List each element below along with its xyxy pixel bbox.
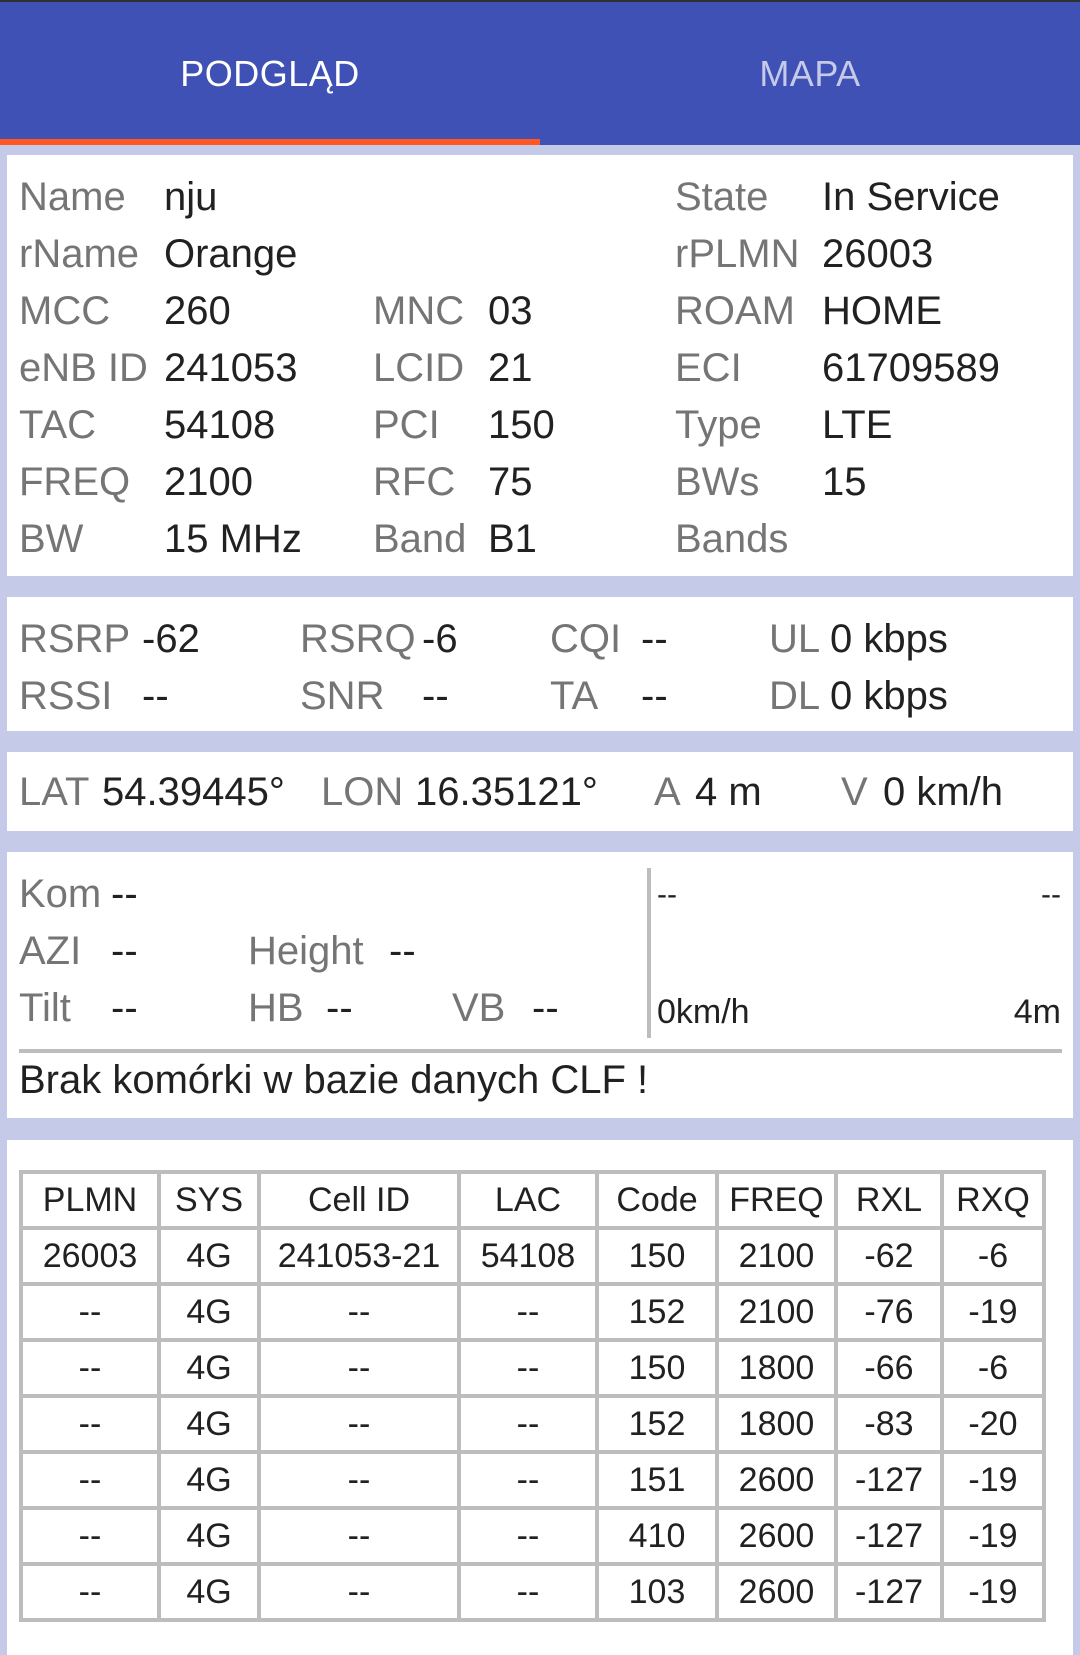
rfc-value: 75 bbox=[488, 460, 533, 504]
cell-sys: 4G bbox=[159, 1340, 259, 1396]
ul-value: 0 kbps bbox=[830, 617, 948, 661]
rplmn-value: 26003 bbox=[822, 232, 934, 276]
tab-bar bbox=[0, 0, 1080, 145]
header-code: Code bbox=[597, 1172, 717, 1228]
tac-value: 54108 bbox=[164, 403, 276, 447]
enb-label: eNB ID bbox=[19, 346, 148, 390]
table-row bbox=[21, 1508, 1044, 1564]
cell-rxl: -127 bbox=[836, 1452, 942, 1508]
cell-rxq: -19 bbox=[942, 1284, 1044, 1340]
cell-rxq: -6 bbox=[942, 1340, 1044, 1396]
location-card bbox=[7, 752, 1073, 831]
cell-lac: -- bbox=[459, 1284, 597, 1340]
cell-rxl: -62 bbox=[836, 1228, 942, 1284]
rsrq-label: RSRQ bbox=[300, 617, 416, 661]
cell-lac: -- bbox=[459, 1508, 597, 1564]
cell-plmn: -- bbox=[21, 1452, 159, 1508]
header-sys: SYS bbox=[159, 1172, 259, 1228]
mcc-label: MCC bbox=[19, 289, 111, 333]
cell-info-card bbox=[7, 155, 1073, 576]
lcid-value: 21 bbox=[488, 346, 533, 390]
cell-freq: 2100 bbox=[717, 1284, 836, 1340]
cell-rxq: -6 bbox=[942, 1228, 1044, 1284]
cell-code: 150 bbox=[597, 1228, 717, 1284]
rsrp-label: RSRP bbox=[19, 617, 131, 661]
hb-label: HB bbox=[248, 986, 304, 1030]
header-plmn: PLMN bbox=[21, 1172, 159, 1228]
neighbors-table bbox=[19, 1170, 1046, 1622]
bws-label: BWs bbox=[675, 460, 760, 504]
table-header-row bbox=[21, 1172, 1044, 1228]
cell-rxl: -66 bbox=[836, 1340, 942, 1396]
cell-plmn: 26003 bbox=[21, 1228, 159, 1284]
velocity-label: V bbox=[841, 770, 868, 814]
cell-plmn: -- bbox=[21, 1508, 159, 1564]
rplmn-label: rPLMN bbox=[675, 232, 800, 276]
cell-cell-id: -- bbox=[259, 1508, 459, 1564]
cell-cell-id: -- bbox=[259, 1284, 459, 1340]
cell-lac: -- bbox=[459, 1396, 597, 1452]
cell-sys: 4G bbox=[159, 1228, 259, 1284]
cell-freq: 1800 bbox=[717, 1396, 836, 1452]
velocity-value: 0 km/h bbox=[883, 770, 1004, 814]
bws-value: 15 bbox=[822, 460, 867, 504]
type-value: LTE bbox=[822, 403, 893, 447]
height-value: -- bbox=[389, 929, 416, 973]
freq-label: FREQ bbox=[19, 460, 131, 504]
cell-lac: -- bbox=[459, 1340, 597, 1396]
cell-rxl: -83 bbox=[836, 1396, 942, 1452]
cell-rxl: -76 bbox=[836, 1284, 942, 1340]
table-row bbox=[21, 1340, 1044, 1396]
cell-lac: -- bbox=[459, 1564, 597, 1620]
cell-rxl: -127 bbox=[836, 1508, 942, 1564]
mnc-value: 03 bbox=[488, 289, 533, 333]
bw-label: BW bbox=[19, 517, 84, 561]
cell-cell-id: -- bbox=[259, 1564, 459, 1620]
tilt-label: Tilt bbox=[19, 986, 71, 1030]
type-label: Type bbox=[675, 403, 762, 447]
state-value: In Service bbox=[822, 175, 1000, 219]
tilt-value: -- bbox=[111, 986, 138, 1030]
cell-rxq: -19 bbox=[942, 1564, 1044, 1620]
vb-value: -- bbox=[532, 986, 559, 1030]
azi-value: -- bbox=[111, 929, 138, 973]
eci-label: ECI bbox=[675, 346, 742, 390]
rsrq-value: -6 bbox=[422, 617, 458, 661]
cell-code: 410 bbox=[597, 1508, 717, 1564]
header-lac: LAC bbox=[459, 1172, 597, 1228]
freq-value: 2100 bbox=[164, 460, 253, 504]
pci-value: 150 bbox=[488, 403, 555, 447]
band-label: Band bbox=[373, 517, 467, 561]
pci-label: PCI bbox=[373, 403, 440, 447]
clf-message: Brak komórki w bazie danych CLF ! bbox=[19, 1058, 649, 1102]
cqi-label: CQI bbox=[550, 617, 622, 661]
cell-cell-id: 241053-21 bbox=[259, 1228, 459, 1284]
cell-plmn: -- bbox=[21, 1340, 159, 1396]
kom-label: Kom bbox=[19, 872, 102, 916]
height-label: Height bbox=[248, 929, 364, 973]
cell-lac: -- bbox=[459, 1452, 597, 1508]
kom-value: -- bbox=[111, 872, 138, 916]
header-freq: FREQ bbox=[717, 1172, 836, 1228]
cell-plmn: -- bbox=[21, 1564, 159, 1620]
cell-sys: 4G bbox=[159, 1564, 259, 1620]
cell-code: 152 bbox=[597, 1396, 717, 1452]
neighbors-card bbox=[7, 1140, 1073, 1655]
cell-plmn: -- bbox=[21, 1284, 159, 1340]
cell-rxq: -19 bbox=[942, 1452, 1044, 1508]
accuracy-label: A bbox=[654, 770, 681, 814]
mcc-value: 260 bbox=[164, 289, 231, 333]
cell-code: 103 bbox=[597, 1564, 717, 1620]
name-label: Name bbox=[19, 175, 126, 219]
lcid-label: LCID bbox=[373, 346, 465, 390]
tab-podglad[interactable]: PODGLĄD bbox=[180, 52, 360, 94]
cell-cell-id: -- bbox=[259, 1452, 459, 1508]
cell-sys: 4G bbox=[159, 1284, 259, 1340]
eci-value: 61709589 bbox=[822, 346, 1000, 390]
graph-accuracy-label: 4m bbox=[1013, 993, 1061, 1031]
accuracy-value: 4 m bbox=[695, 770, 762, 814]
vb-label: VB bbox=[452, 986, 506, 1030]
azi-label: AZI bbox=[19, 929, 82, 973]
header-rxl: RXL bbox=[836, 1172, 942, 1228]
cell-cell-id: -- bbox=[259, 1340, 459, 1396]
rfc-label: RFC bbox=[373, 460, 456, 504]
roam-label: ROAM bbox=[675, 289, 795, 333]
band-value: B1 bbox=[488, 517, 537, 561]
header-cell-id: Cell ID bbox=[259, 1172, 459, 1228]
header-rxq: RXQ bbox=[942, 1172, 1044, 1228]
graph-top-left-label: -- bbox=[657, 878, 677, 911]
cell-freq: 2600 bbox=[717, 1508, 836, 1564]
mnc-label: MNC bbox=[373, 289, 465, 333]
table-row bbox=[21, 1396, 1044, 1452]
table-row bbox=[21, 1284, 1044, 1340]
lon-value: 16.35121° bbox=[415, 770, 598, 814]
rsrp-value: -62 bbox=[142, 617, 200, 661]
dl-value: 0 kbps bbox=[830, 674, 948, 718]
state-label: State bbox=[675, 175, 769, 219]
snr-label: SNR bbox=[300, 674, 385, 718]
cell-plmn: -- bbox=[21, 1396, 159, 1452]
rname-label: rName bbox=[19, 232, 140, 276]
roam-value: HOME bbox=[822, 289, 942, 333]
rssi-label: RSSI bbox=[19, 674, 113, 718]
message-divider bbox=[19, 1049, 1062, 1053]
cell-code: 150 bbox=[597, 1340, 717, 1396]
cell-freq: 2100 bbox=[717, 1228, 836, 1284]
ul-label: UL bbox=[769, 617, 821, 661]
snr-value: -- bbox=[422, 674, 449, 718]
dl-label: DL bbox=[769, 674, 821, 718]
graph-divider bbox=[647, 868, 651, 1038]
rssi-value: -- bbox=[142, 674, 169, 718]
tab-mapa[interactable]: MAPA bbox=[759, 52, 861, 94]
cell-sys: 4G bbox=[159, 1452, 259, 1508]
site-card bbox=[7, 852, 1073, 1118]
lat-value: 54.39445° bbox=[102, 770, 285, 814]
cqi-value: -- bbox=[641, 617, 668, 661]
lat-label: LAT bbox=[19, 770, 90, 814]
cell-freq: 2600 bbox=[717, 1564, 836, 1620]
cell-code: 151 bbox=[597, 1452, 717, 1508]
cell-rxl: -127 bbox=[836, 1564, 942, 1620]
table-row bbox=[21, 1452, 1044, 1508]
table-row bbox=[21, 1228, 1044, 1284]
cell-rxq: -20 bbox=[942, 1396, 1044, 1452]
cell-sys: 4G bbox=[159, 1508, 259, 1564]
cell-freq: 2600 bbox=[717, 1452, 836, 1508]
table-row bbox=[21, 1564, 1044, 1620]
cell-rxq: -19 bbox=[942, 1508, 1044, 1564]
graph-top-right-label: -- bbox=[1041, 878, 1061, 911]
cell-cell-id: -- bbox=[259, 1396, 459, 1452]
tac-label: TAC bbox=[19, 403, 97, 447]
cell-freq: 1800 bbox=[717, 1340, 836, 1396]
ta-label: TA bbox=[550, 674, 599, 718]
lon-label: LON bbox=[321, 770, 404, 814]
active-tab-indicator bbox=[0, 139, 540, 145]
enb-value: 241053 bbox=[164, 346, 298, 390]
cell-sys: 4G bbox=[159, 1396, 259, 1452]
bw-value: 15 MHz bbox=[164, 517, 302, 561]
signal-card bbox=[7, 597, 1073, 731]
hb-value: -- bbox=[326, 986, 353, 1030]
ta-value: -- bbox=[641, 674, 668, 718]
graph-speed-label: 0km/h bbox=[657, 993, 750, 1031]
name-value: nju bbox=[164, 175, 218, 219]
cell-lac: 54108 bbox=[459, 1228, 597, 1284]
bands-label: Bands bbox=[675, 517, 789, 561]
rname-value: Orange bbox=[164, 232, 298, 276]
cell-code: 152 bbox=[597, 1284, 717, 1340]
